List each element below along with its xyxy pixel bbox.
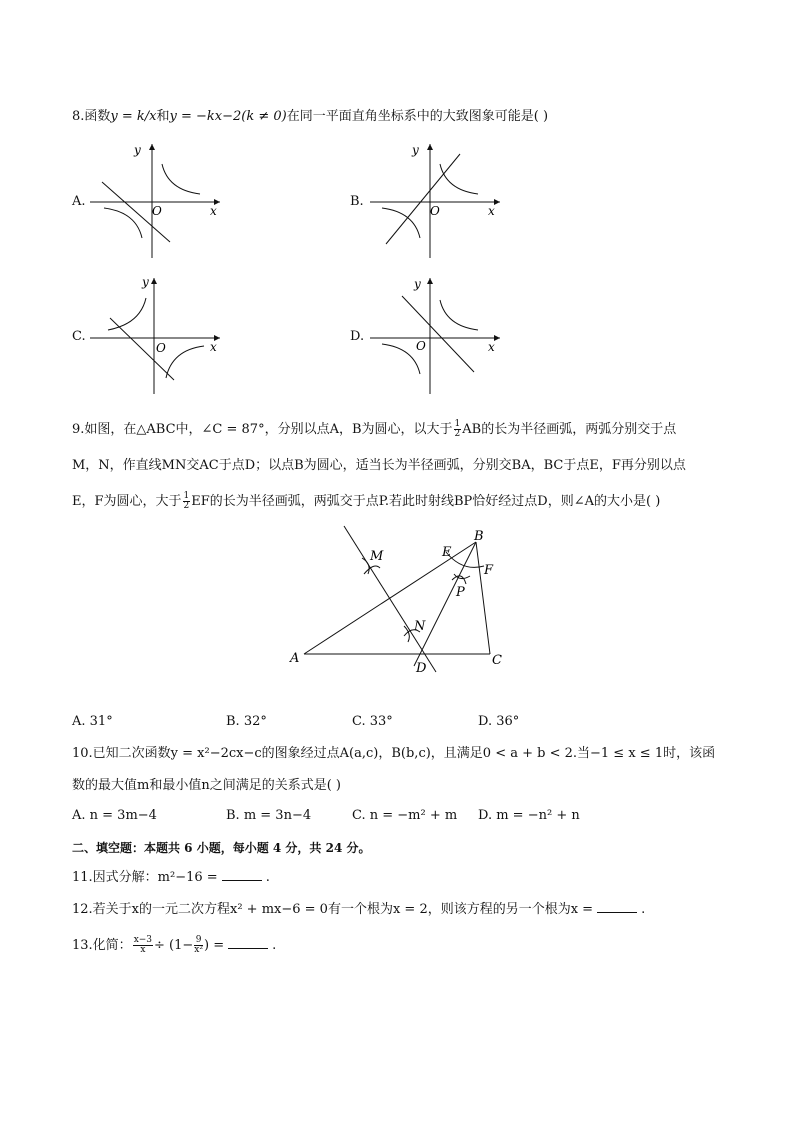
label-c: C [492, 653, 502, 668]
answer-blank[interactable] [228, 936, 268, 949]
x-axis-label: x [210, 204, 217, 218]
q8-stem: 8.函数y = k/x和y = −kx−2(k ≠ 0)在同一平面直角坐标系中的大致图象可能是( ) [72, 109, 549, 124]
q9-triangle-figure [286, 522, 526, 682]
q8-expr2: y = −kx−2(k ≠ 0) [169, 109, 287, 124]
q10-line1: 10.已知二次函数y = x²−2cx−c的图象经过点A(a,c)，B(b,c)，且满足0 < a + b < 2.当−1 ≤ x ≤ 1时，该函 [72, 746, 716, 761]
q9-option-d: D. 36° [478, 714, 520, 729]
q8-graph-c [90, 276, 230, 396]
q9-line3: E，F为圆心，大于 $\frac{1}{2}$ EF的长为半径画弧，两弧交于点P.若此时射线BP恰好经过点D，则∠A的大小是( ) [72, 491, 661, 511]
y-axis-label: y [134, 143, 141, 157]
q10-option-d: D. m = −n² + n [478, 808, 580, 823]
q8-option-d-label: D. [350, 329, 365, 344]
y-axis-label: y [414, 277, 421, 291]
q13: 13.化简： $\frac{x-3}{x}$ ÷ (1− $\frac{9}{\text{x²}}$ ) = . [72, 935, 277, 955]
q10-option-a: A. n = 3m−4 [72, 808, 157, 823]
x-axis-label: x [210, 340, 217, 354]
answer-blank[interactable] [222, 868, 262, 881]
q8-option-b-label: B. [350, 194, 364, 209]
q8-graph-b [370, 142, 510, 262]
q8-option-a-label: A. [72, 194, 86, 209]
q8-expr1: y = k/x [110, 109, 157, 124]
q9-option-a: A. 31° [72, 714, 113, 729]
label-p: P [456, 585, 465, 600]
section-2-title: 二、填空题：本题共 6 小题，每小题 4 分，共 24 分。 [72, 841, 371, 855]
q9-option-c: C. 33° [352, 714, 393, 729]
q9-option-b: B. 32° [226, 714, 267, 729]
y-axis-label: y [412, 143, 419, 157]
label-d: D [416, 661, 427, 676]
q8-graph-a [90, 142, 230, 262]
fraction-1: $\frac{x-3}{x}$ [133, 935, 153, 955]
origin-label: O [416, 339, 426, 353]
label-a: A [290, 651, 300, 666]
label-f: F [484, 563, 494, 578]
fraction: $\frac{1}{2}$ [454, 419, 461, 439]
q11: 11.因式分解：m²−16 = . [72, 870, 270, 885]
x-axis-label: x [488, 340, 495, 354]
label-e: E [442, 545, 452, 560]
q8-graph-d [370, 276, 510, 396]
fraction-2: $\frac{9}{\text{x²}}$ [194, 935, 203, 955]
q9-line1: 9.如图，在△ABC中，∠C = 87°，分别以点A，B为圆心，以大于 $\frac{1}{2}$ AB的长为半径画弧，两弧分别交于点 [72, 419, 677, 439]
label-b: B [474, 529, 484, 544]
fraction: $\frac{1}{2}$ [183, 491, 190, 511]
x-axis-label: x [488, 204, 495, 218]
q8-option-c-label: C. [72, 329, 86, 344]
label-n: N [414, 619, 426, 634]
origin-label: O [430, 204, 440, 218]
origin-label: O [152, 204, 162, 218]
q10-option-c: C. n = −m² + m [352, 808, 458, 823]
q10-line2: 数的最大值m和最小值n之间满足的关系式是( ) [72, 778, 341, 793]
q10-option-b: B. m = 3n−4 [226, 808, 312, 823]
y-axis-label: y [142, 275, 149, 289]
answer-blank[interactable] [597, 900, 637, 913]
label-m: M [370, 549, 384, 564]
q12: 12.若关于x的一元二次方程x² + mx−6 = 0有一个根为x = 2，则该方程的另一个根为x = . [72, 902, 646, 917]
origin-label: O [156, 341, 166, 355]
q9-line2: M，N，作直线MN交AC于点D；以点B为圆心，适当长为半径画弧，分别交BA，BC于点E，F再分别以点 [72, 458, 686, 473]
